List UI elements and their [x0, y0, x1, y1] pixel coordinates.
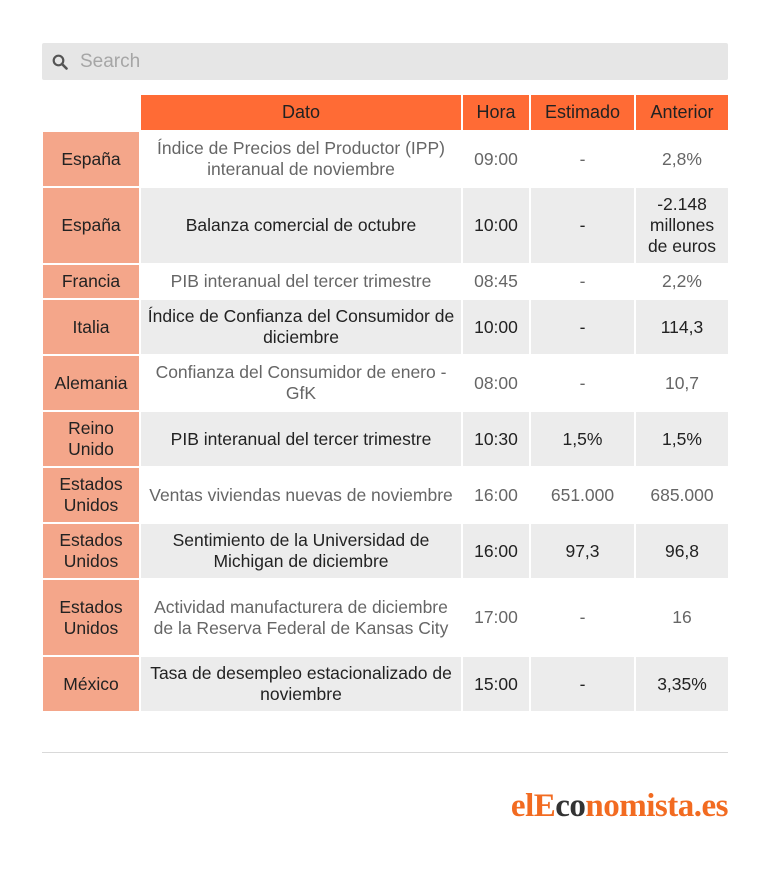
cell-estimado: 97,3	[531, 524, 634, 578]
table-row	[43, 657, 728, 711]
cell-anterior: 1,5%	[636, 412, 728, 466]
header-estimado[interactable]: Estimado	[531, 95, 634, 130]
table-header-row	[43, 95, 728, 130]
cell-hora: 10:00	[463, 300, 529, 354]
cell-dato: Sentimiento de la Universidad de Michigan de diciembre	[141, 524, 461, 578]
cell-estimado: 1,5%	[531, 412, 634, 466]
logo-part-2: co	[555, 788, 586, 824]
table-row	[43, 524, 728, 578]
logo-part-1: elE	[510, 788, 556, 824]
cell-estimado: -	[531, 132, 634, 186]
cell-anterior: 16	[636, 580, 728, 655]
table-row	[43, 580, 728, 655]
table-row	[43, 356, 728, 410]
cell-hora: 15:00	[463, 657, 529, 711]
table-row	[43, 300, 728, 354]
cell-dato: Índice de Confianza del Consumidor de diciembre	[141, 300, 461, 354]
header-dato[interactable]: Dato	[141, 95, 461, 130]
economic-calendar-table	[41, 93, 730, 713]
table-row	[43, 412, 728, 466]
cell-estimado: -	[531, 265, 634, 298]
cell-hora: 16:00	[463, 524, 529, 578]
cell-country: Reino Unido	[43, 412, 139, 466]
cell-dato: Ventas viviendas nuevas de noviembre	[141, 468, 461, 522]
cell-country: Francia	[43, 265, 139, 298]
cell-anterior: 3,35%	[636, 657, 728, 711]
cell-country: Estados Unidos	[43, 468, 139, 522]
cell-country: España	[43, 132, 139, 186]
cell-country: Alemania	[43, 356, 139, 410]
search-input[interactable]	[78, 50, 702, 74]
search-icon	[52, 54, 68, 70]
cell-estimado: -	[531, 300, 634, 354]
cell-anterior: 2,8%	[636, 132, 728, 186]
cell-dato: Tasa de desempleo estacionalizado de noviembre	[141, 657, 461, 711]
cell-anterior: -2.148 millones de euros	[636, 188, 728, 263]
cell-dato: PIB interanual del tercer trimestre	[141, 265, 461, 298]
table-row	[43, 468, 728, 522]
cell-estimado: -	[531, 657, 634, 711]
cell-hora: 08:45	[463, 265, 529, 298]
cell-dato: Confianza del Consumidor de enero - GfK	[141, 356, 461, 410]
table-row	[43, 132, 728, 186]
cell-anterior: 2,2%	[636, 265, 728, 298]
cell-hora: 10:00	[463, 188, 529, 263]
search-bar[interactable]	[42, 43, 728, 80]
cell-anterior: 114,3	[636, 300, 728, 354]
cell-hora: 10:30	[463, 412, 529, 466]
cell-dato: Índice de Precios del Productor (IPP) interanual de noviembre	[141, 132, 461, 186]
header-hora[interactable]: Hora	[463, 95, 529, 130]
header-anterior[interactable]: Anterior	[636, 95, 728, 130]
cell-estimado: -	[531, 188, 634, 263]
logo-part-3: nomista.es	[585, 788, 728, 824]
cell-hora: 08:00	[463, 356, 529, 410]
cell-dato: Actividad manufacturera de diciembre de la Reserva Federal de Kansas City	[141, 580, 461, 655]
cell-country: Estados Unidos	[43, 524, 139, 578]
eleconomista-logo[interactable]	[511, 788, 728, 825]
cell-hora: 17:00	[463, 580, 529, 655]
cell-anterior: 96,8	[636, 524, 728, 578]
header-empty	[43, 95, 139, 130]
cell-dato: Balanza comercial de octubre	[141, 188, 461, 263]
table-row	[43, 265, 728, 298]
cell-country: Estados Unidos	[43, 580, 139, 655]
cell-country: España	[43, 188, 139, 263]
cell-country: Italia	[43, 300, 139, 354]
table-row	[43, 188, 728, 263]
cell-dato: PIB interanual del tercer trimestre	[141, 412, 461, 466]
cell-estimado: -	[531, 356, 634, 410]
cell-country: México	[43, 657, 139, 711]
cell-hora: 16:00	[463, 468, 529, 522]
footer-divider	[42, 752, 728, 753]
cell-anterior: 10,7	[636, 356, 728, 410]
cell-anterior: 685.000	[636, 468, 728, 522]
cell-estimado: -	[531, 580, 634, 655]
cell-estimado: 651.000	[531, 468, 634, 522]
cell-hora: 09:00	[463, 132, 529, 186]
